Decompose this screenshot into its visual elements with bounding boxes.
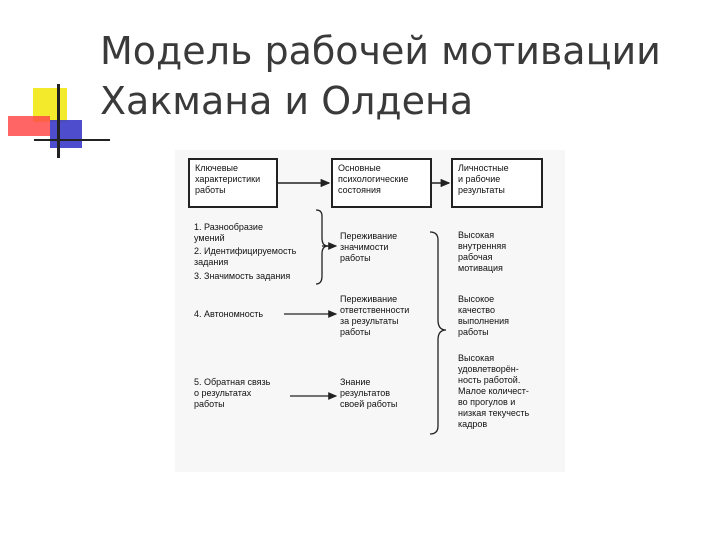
state-meaningfulness: Переживание значимости работы <box>340 231 398 263</box>
header-outcomes-text: Личностные и рабочие результаты <box>458 163 509 195</box>
state-responsibility: Переживание ответственности за результаты работы <box>340 294 410 337</box>
characteristic-autonomy: 4. Автономность <box>194 309 264 319</box>
title-line-1: Модель рабочей мотивации <box>100 29 661 73</box>
outcome-satisfaction: Высокая удовлетворён- ность работой. Малое количест- во прогулов и низкая текучесть кадров <box>458 353 530 429</box>
state-knowledge-of-results: Знание результатов своей работы <box>340 377 398 409</box>
header-states-text: Основные психологические состояния <box>338 163 409 195</box>
title-line-2: Хакмана и Олдена <box>100 79 474 123</box>
bracket-items-1-3 <box>316 210 328 284</box>
characteristic-task-identity: 2. Идентифицируемость задания <box>194 246 297 267</box>
characteristic-skill-variety: 1. Разнообразие умений <box>194 222 263 243</box>
characteristic-feedback: 5. Обратная связь о результатах работы <box>194 377 271 409</box>
header-box-characteristics <box>188 158 278 208</box>
characteristic-task-significance: 3. Значимость задания <box>194 271 291 281</box>
bracket-states <box>430 232 446 434</box>
header-characteristics-text: Ключевые характеристики работы <box>195 163 261 195</box>
outcome-motivation: Высокая внутренняя рабочая мотивация <box>458 230 507 273</box>
header-box-states <box>331 158 432 208</box>
header-box-outcomes <box>451 158 543 208</box>
outcome-quality: Высокое качество выполнения работы <box>458 294 510 337</box>
